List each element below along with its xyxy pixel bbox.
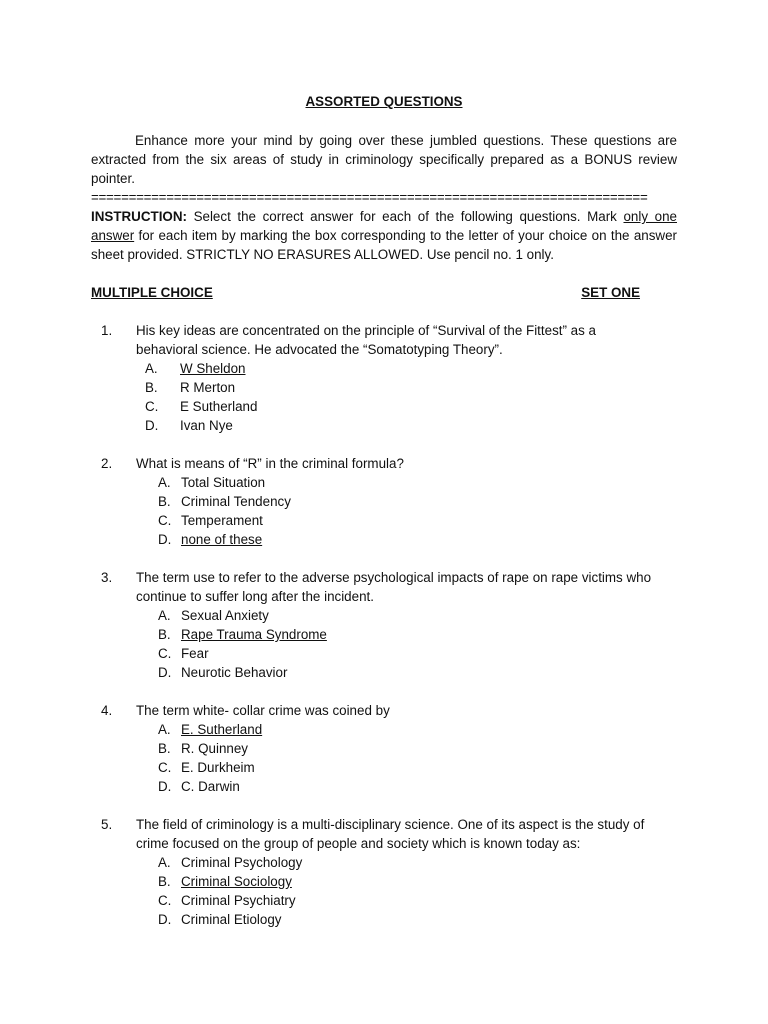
option-letter: D. bbox=[158, 665, 172, 680]
question-5 bbox=[91, 815, 677, 929]
option-text: W Sheldon bbox=[180, 361, 246, 376]
option-c bbox=[136, 511, 677, 530]
instruction-label: INSTRUCTION: bbox=[91, 209, 187, 224]
option-text: C. Darwin bbox=[181, 779, 240, 794]
question-number: 3. bbox=[101, 570, 113, 585]
option-letter: B. bbox=[158, 741, 171, 756]
option-letter: C. bbox=[158, 893, 172, 908]
question-text: The field of criminology is a multi-disciplinary science. One of its aspect is the study of crime focused on the group of people and society which is known today as: bbox=[136, 817, 645, 851]
option-text: Criminal Psychiatry bbox=[181, 893, 296, 908]
option-letter: A. bbox=[158, 722, 171, 737]
option-c bbox=[136, 644, 677, 663]
question-number: 2. bbox=[101, 456, 113, 471]
document-page bbox=[91, 92, 677, 929]
option-text: R Merton bbox=[180, 380, 236, 395]
question-text: What is means of “R” in the criminal formula? bbox=[136, 456, 404, 471]
options-list bbox=[136, 473, 677, 549]
instruction-paragraph bbox=[91, 207, 677, 264]
option-b bbox=[136, 625, 677, 644]
option-letter: D. bbox=[145, 418, 159, 433]
option-text: none of these bbox=[181, 532, 263, 547]
option-text: Total Situation bbox=[181, 475, 266, 490]
options-list bbox=[136, 720, 677, 796]
option-b bbox=[136, 739, 677, 758]
option-d bbox=[136, 530, 677, 549]
option-text: Temperament bbox=[181, 513, 263, 528]
option-text: Sexual Anxiety bbox=[181, 608, 269, 623]
option-text: E. Durkheim bbox=[181, 760, 255, 775]
option-a bbox=[136, 606, 677, 625]
option-letter: B. bbox=[145, 380, 158, 395]
question-3 bbox=[91, 568, 677, 682]
options-list bbox=[136, 853, 677, 929]
divider-line: ========================================================================== bbox=[91, 190, 648, 205]
option-d bbox=[136, 416, 677, 435]
option-text: Ivan Nye bbox=[180, 418, 233, 433]
option-b bbox=[136, 378, 677, 397]
option-letter: D. bbox=[158, 912, 172, 927]
option-a bbox=[136, 473, 677, 492]
question-number: 5. bbox=[101, 817, 113, 832]
option-text: Rape Trauma Syndrome bbox=[181, 627, 327, 642]
option-letter: A. bbox=[158, 855, 171, 870]
instruction-text-after: for each item by marking the box corresponding to the letter of your choice on the answer sheet provided. STRICTLY NO ERASURES ALLOWED. Use pencil no. 1 only. bbox=[91, 228, 677, 262]
option-text: Neurotic Behavior bbox=[181, 665, 288, 680]
instruction-text-before: Select the correct answer for each of the following questions. Mark bbox=[186, 209, 624, 224]
option-letter: D. bbox=[158, 532, 172, 547]
section-title: MULTIPLE CHOICE bbox=[91, 285, 213, 300]
option-text: Criminal Etiology bbox=[181, 912, 282, 927]
option-a bbox=[136, 720, 677, 739]
option-text: Criminal Psychology bbox=[181, 855, 303, 870]
option-letter: B. bbox=[158, 874, 171, 889]
option-text: R. Quinney bbox=[181, 741, 248, 756]
option-letter: B. bbox=[158, 627, 171, 642]
option-letter: C. bbox=[158, 646, 172, 661]
question-text: The term use to refer to the adverse psychological impacts of rape on rape victims who continue to suffer long after the incident. bbox=[136, 570, 652, 604]
question-number: 1. bbox=[101, 323, 113, 338]
option-d bbox=[136, 910, 677, 929]
options-list bbox=[136, 606, 677, 682]
question-4 bbox=[91, 701, 677, 796]
option-c bbox=[136, 758, 677, 777]
option-b bbox=[136, 492, 677, 511]
option-text: Criminal Sociology bbox=[181, 874, 292, 889]
option-letter: C. bbox=[145, 399, 159, 414]
option-letter: C. bbox=[158, 760, 172, 775]
option-text: E. Sutherland bbox=[181, 722, 263, 737]
set-label: SET ONE bbox=[581, 285, 640, 300]
document-title: ASSORTED QUESTIONS bbox=[305, 94, 463, 109]
option-c bbox=[136, 891, 677, 910]
option-text: Criminal Tendency bbox=[181, 494, 291, 509]
option-text: Fear bbox=[181, 646, 209, 661]
option-d bbox=[136, 663, 677, 682]
options-list bbox=[136, 359, 677, 435]
option-a bbox=[136, 359, 677, 378]
option-letter: D. bbox=[158, 779, 172, 794]
option-b bbox=[136, 872, 677, 891]
instruction-emphasis: only one answer bbox=[91, 209, 677, 243]
question-2 bbox=[91, 454, 677, 549]
question-number: 4. bbox=[101, 703, 113, 718]
section-header bbox=[91, 283, 640, 302]
option-letter: A. bbox=[158, 608, 171, 623]
option-letter: C. bbox=[158, 513, 172, 528]
question-1 bbox=[91, 321, 677, 435]
option-letter: A. bbox=[158, 475, 171, 490]
option-a bbox=[136, 853, 677, 872]
option-text: E Sutherland bbox=[180, 399, 258, 414]
option-letter: B. bbox=[158, 494, 171, 509]
option-d bbox=[136, 777, 677, 796]
intro-paragraph: Enhance more your mind by going over these jumbled questions. These questions are extracted from the six areas of study in criminology specifically prepared as a BONUS review pointer. bbox=[91, 133, 677, 186]
option-letter: A. bbox=[145, 361, 158, 376]
option-c bbox=[136, 397, 677, 416]
question-text: His key ideas are concentrated on the principle of “Survival of the Fittest” as a behavioral science. He advocated the “Somatotyping Theory”. bbox=[136, 323, 596, 357]
question-text: The term white- collar crime was coined by bbox=[136, 703, 390, 718]
